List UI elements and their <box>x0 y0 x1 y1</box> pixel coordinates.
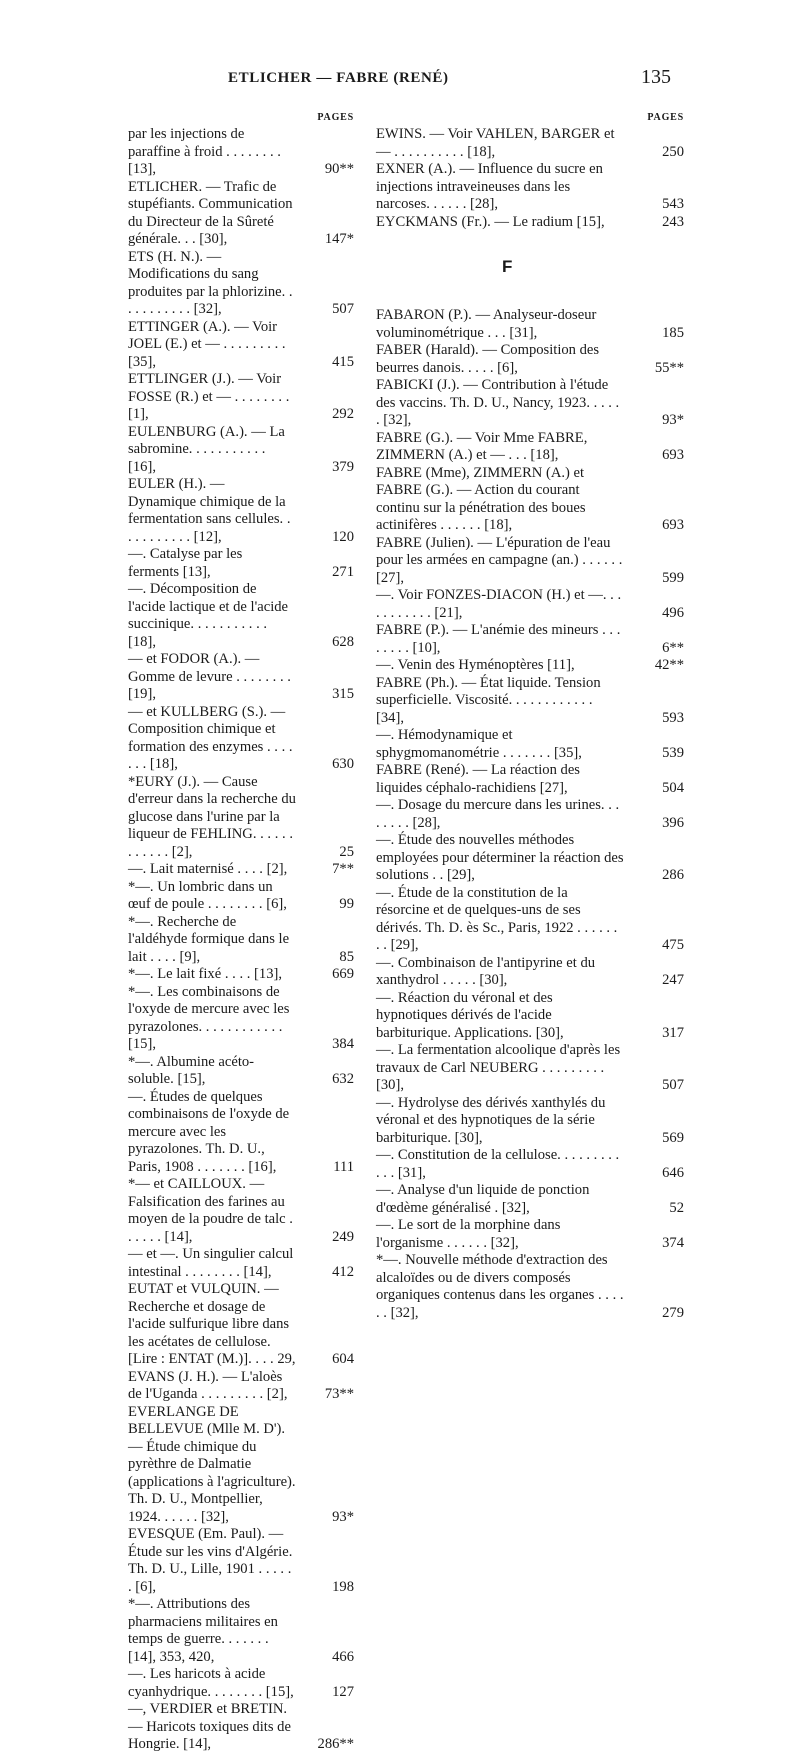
entry-page: 466 <box>332 1648 354 1665</box>
entry-page: 507 <box>332 301 354 317</box>
entry-page: 73** <box>324 1386 354 1402</box>
entry-text: —. Analyse d'un liquide de ponction d'œdème généralisé . [32], <box>376 1182 590 1216</box>
entry-page: 604 <box>332 1351 354 1367</box>
index-entry <box>128 546 354 581</box>
index-entry <box>128 984 354 1054</box>
entry-text: *—. Nouvelle méthode d'extraction des alcaloïdes ou de divers composés organiques contenus dans les organes . . . . . . [32], <box>376 1252 624 1321</box>
entry-page: 646 <box>662 1164 684 1181</box>
index-entry <box>376 622 684 657</box>
entry-page: 286** <box>317 1736 354 1752</box>
entry-text: —. Décomposition de l'acide lactique et de l'acide succinique. . . . . . . . . . . [18], <box>128 581 289 650</box>
entry-page: 412 <box>332 1263 354 1280</box>
entry-text: *EURY (J.). — Cause d'erreur dans la recherche du glucose dans l'urine par la liqueur de FEHLING. . . . . . . . . . . . [2], <box>128 773 296 860</box>
index-entry <box>376 1182 684 1217</box>
index-entry <box>128 1089 354 1177</box>
index-entry <box>376 587 684 622</box>
entry-page: 599 <box>662 569 684 586</box>
entry-text: —. Étude de la constitution de la résorcine et de quelques-uns de ses dérivés. Th. D. ès Sc., Paris, 1922 . . . . . . . . [29], <box>376 884 618 953</box>
index-entry <box>128 914 354 967</box>
entry-text: EYCKMANS (Fr.). — Le radium [15], <box>376 213 605 230</box>
entry-text: FABRE (Ph.). — État liquide. Tension superficielle. Viscosité. . . . . . . . . . . . [34], <box>376 674 601 726</box>
entry-text: *—. Recherche de l'aldéhyde formique dans le lait . . . . [9], <box>128 913 290 965</box>
index-entry <box>376 885 684 955</box>
entry-page: 147* <box>324 231 354 247</box>
entry-text: EVANS (J. H.). — L'aloès de l'Uganda . . . . . . . . . [2], <box>128 1368 288 1402</box>
entry-text: —. Les haricots à acide cyanhydrique. . . . . . . . [15], <box>128 1666 294 1700</box>
index-entry <box>376 307 684 342</box>
index-entry <box>376 955 684 990</box>
index-entry <box>128 179 354 249</box>
index-entry <box>128 249 354 319</box>
entry-page: 93* <box>662 412 684 428</box>
entry-page: 271 <box>332 563 354 580</box>
entry-page: 286 <box>662 867 684 883</box>
index-entry <box>128 861 354 879</box>
index-entry <box>376 832 684 885</box>
entry-page: 628 <box>332 633 354 650</box>
entry-text: EULER (H.). — Dynamique chimique de la fermentation sans cellules. . . . . . . . . . . [12], <box>128 476 291 545</box>
entry-page: 475 <box>662 937 684 953</box>
entry-text: FABRE (G.). — Voir Mme FABRE, ZIMMERN (A.) et — . . . [18], <box>376 429 588 463</box>
index-entry <box>376 1042 684 1095</box>
left-column <box>128 112 354 1754</box>
entry-text: ETLICHER. — Trafic de stupéfiants. Communication du Directeur de la Sûreté générale. . . [30], <box>128 178 293 247</box>
index-entry <box>376 342 684 377</box>
entry-text: FABRE (Mme), ZIMMERN (A.) et FABRE (G.). — Action du courant continu sur la pénétration des boues actinifères . . . . . . [18], <box>376 464 586 533</box>
index-entry <box>128 704 354 774</box>
index-entry <box>128 319 354 372</box>
entry-page: 279 <box>662 1304 684 1321</box>
entry-page: 292 <box>332 406 354 422</box>
entry-page: 632 <box>332 1071 354 1087</box>
entry-page: 42** <box>654 657 684 673</box>
entry-text: ETTINGER (A.). — Voir JOEL (E.) et — . . . . . . . . . [35], <box>128 318 286 370</box>
entry-text: ETS (H. N.). — Modifications du sang produites par la phlorizine. . . . . . . . . . . [32], <box>128 248 293 317</box>
index-entry <box>376 762 684 797</box>
entry-text: *—. Un lombric dans un œuf de poule . . . . . . . . [6], <box>128 878 287 912</box>
index-entry <box>128 774 354 862</box>
index-entry <box>128 126 354 179</box>
entry-text: —. Hydrolyse des dérivés xanthylés du véronal et des hypnotiques de la série barbiturique. [30], <box>376 1094 606 1146</box>
entry-text: *—. Albumine acéto-soluble. [15], <box>128 1053 255 1087</box>
entry-text: *—. Les combinaisons de l'oxyde de mercure avec les pyrazolones. . . . . . . . . . . . [15], <box>128 983 290 1052</box>
entry-text: —. Étude des nouvelles méthodes employées pour déterminer la réaction des solutions . . [29], <box>376 832 624 883</box>
index-entry <box>128 1246 354 1281</box>
entry-page: 243 <box>662 213 684 230</box>
entry-text: —. Venin des Hyménoptères [11], <box>376 657 575 673</box>
entry-text: *—. Attributions des pharmaciens militaires en temps de guerre. . . . . . . [14], 353, 420, <box>128 1596 278 1665</box>
entry-page: 543 <box>662 196 684 212</box>
entry-text: FABICKI (J.). — Contribution à l'étude des vaccins. Th. D. U., Nancy, 1923. . . . . . [32], <box>376 377 620 428</box>
entry-page: 384 <box>332 1036 354 1052</box>
index-entry <box>128 1176 354 1246</box>
entry-page: 25 <box>339 843 354 860</box>
index-entry <box>128 371 354 424</box>
entry-page: 198 <box>332 1578 354 1595</box>
entry-text: FABRE (Julien). — L'épuration de l'eau pour les armées en campagne (an.) . . . . . . [27], <box>376 534 623 586</box>
index-entry <box>128 424 354 477</box>
entry-text: FABARON (P.). — Analyseur-doseur voluminométrique . . . [31], <box>376 307 597 341</box>
entry-text: —. La fermentation alcoolique d'après les travaux de Carl NEUBERG . . . . . . . . . [30], <box>376 1042 621 1093</box>
entry-page: 415 <box>332 353 354 370</box>
entry-page: 374 <box>662 1234 684 1251</box>
index-entry <box>128 1526 354 1596</box>
entry-page: 630 <box>332 756 354 772</box>
index-entry <box>128 1369 354 1404</box>
entry-text: EVESQUE (Em. Paul). — Étude sur les vins d'Algérie. Th. D. U., Lille, 1901 . . . . . . [6], <box>128 1526 293 1595</box>
index-entry <box>128 1404 354 1527</box>
index-entry <box>376 1252 684 1322</box>
index-entry <box>376 727 684 762</box>
index-entry <box>376 430 684 465</box>
section-letter: F <box>502 257 513 276</box>
index-entry <box>376 1095 684 1148</box>
index-entry <box>128 1701 354 1754</box>
entry-page: 250 <box>662 143 684 160</box>
entry-page: 396 <box>662 814 684 831</box>
index-entry <box>128 651 354 704</box>
index-entry <box>128 581 354 651</box>
entry-page: 504 <box>662 779 684 796</box>
entry-page: 569 <box>662 1129 684 1146</box>
entry-page: 90** <box>324 161 354 177</box>
entry-page: 693 <box>662 447 684 463</box>
entry-text: EXNER (A.). — Influence du sucre en injections intraveineuses dans les narcoses. . . . . . [28], <box>376 161 603 212</box>
index-entry <box>376 657 684 675</box>
entry-text: —. Le sort de la morphine dans l'organisme . . . . . . [32], <box>376 1217 561 1251</box>
index-entry <box>128 1054 354 1089</box>
entry-text: *—. Le lait fixé . . . . [13], <box>128 966 283 982</box>
entry-text: FABRE (P.). — L'anémie des mineurs . . . . . . . . [10], <box>376 622 621 656</box>
index-entry <box>376 377 684 430</box>
entry-text: *— et CAILLOUX. — Falsification des farines au moyen de la poudre de talc . . . . . . [14], <box>128 1176 293 1245</box>
entry-text: par les injections de paraffine à froid . . . . . . . . [13], <box>128 126 281 177</box>
entry-page: 52 <box>669 1199 684 1216</box>
index-entry <box>376 1147 684 1182</box>
entry-page: 93* <box>332 1508 354 1525</box>
entry-page: 593 <box>662 709 684 726</box>
index-entry <box>376 161 684 214</box>
entry-text: —. Réaction du véronal et des hypnotiques dérivés de l'acide barbiturique. Applications. [30], <box>376 989 564 1041</box>
entry-page: 120 <box>332 528 354 545</box>
entry-text: EULENBURG (A.). — La sabromine. . . . . . . . . . . [16], <box>128 423 285 475</box>
entry-text: EWINS. — Voir VAHLEN, BARGER et — . . . . . . . . . . [18], <box>376 126 615 160</box>
running-title: ETLICHER — FABRE (RENÉ) <box>228 70 449 86</box>
entry-page: 185 <box>662 324 684 341</box>
entry-page: 85 <box>339 948 354 965</box>
entry-text: — et FODOR (A.). — Gomme de levure . . . . . . . . [19], <box>128 651 291 702</box>
entry-text: —. Voir FONZES-DIACON (H.) et —. . . . . . . . . . . [21], <box>376 587 622 621</box>
entry-text: —. Constitution de la cellulose. . . . . . . . . . . . [31], <box>376 1147 620 1181</box>
entry-text: —. Dosage du mercure dans les urines. . . . . . . . [28], <box>376 797 620 831</box>
entry-text: EVERLANGE DE BELLEVUE (Mlle M. D'). — Étude chimique du pyrèthre de Dalmatie (applications à l'agriculture). Th. D. U., Montpellier, 1924. . . . . . [32], <box>128 1403 296 1525</box>
pages-column-label: PAGES <box>317 112 354 123</box>
index-entry <box>128 1666 354 1701</box>
index-entry <box>376 990 684 1043</box>
index-entry <box>376 535 684 588</box>
page-number: 135 <box>641 66 671 88</box>
entry-page: 496 <box>662 604 684 621</box>
entry-page: 249 <box>332 1228 354 1245</box>
entry-page: 507 <box>662 1077 684 1093</box>
right-column <box>376 112 684 1322</box>
entry-page: 99 <box>339 896 354 912</box>
entry-page: 55** <box>654 359 684 376</box>
entry-text: FABRE (René). — La réaction des liquides céphalo-rachidiens [27], <box>376 762 580 796</box>
running-header <box>0 66 800 96</box>
index-entry <box>128 879 354 914</box>
entry-text: —. Combinaison de l'antipyrine et du xanthydrol . . . . . [30], <box>376 954 596 988</box>
entry-page: 315 <box>332 686 354 702</box>
entry-page: 317 <box>662 1024 684 1041</box>
index-entry <box>376 1217 684 1252</box>
entry-page: 693 <box>662 517 684 533</box>
entry-page: 379 <box>332 458 354 475</box>
entry-text: — et —. Un singulier calcul intestinal . . . . . . . . [14], <box>128 1246 294 1280</box>
index-entry <box>128 1596 354 1666</box>
entry-page: 127 <box>332 1683 354 1700</box>
entry-text: EUTAT et VULQUIN. — Recherche et dosage de l'acide sulfurique libre dans les acétates de cellulose. [Lire : ENTAT (M.)]. . . . 29, <box>128 1281 296 1367</box>
entry-text: — et KULLBERG (S.). — Composition chimique et formation des enzymes . . . . . . . [18], <box>128 703 293 772</box>
entry-page: 247 <box>662 972 684 988</box>
index-entry <box>376 465 684 535</box>
index-entry <box>128 966 354 984</box>
entry-text: —. Catalyse par les ferments [13], <box>128 546 243 580</box>
index-entry <box>376 675 684 728</box>
entry-page: 669 <box>332 966 354 982</box>
entry-text: —. Hémodynamique et sphygmomanométrie . . . . . . . [35], <box>376 727 582 761</box>
entry-page: 6** <box>662 639 684 656</box>
entry-page: 539 <box>662 744 684 761</box>
index-entry <box>376 126 684 161</box>
entry-text: —. Lait maternisé . . . . [2], <box>128 861 288 877</box>
entry-text: ETTLINGER (J.). — Voir FOSSE (R.) et — . . . . . . . . [1], <box>128 371 290 422</box>
index-entry <box>128 1281 354 1369</box>
entry-page: 111 <box>333 1158 354 1175</box>
entry-text: FABER (Harald). — Composition des beurres danois. . . . . [6], <box>376 342 600 376</box>
pages-column-label: PAGES <box>647 112 684 123</box>
index-entry <box>376 797 684 832</box>
index-entry <box>376 214 684 232</box>
entry-text: —, VERDIER et BRETIN. — Haricots toxiques dits de Hongrie. [14], <box>128 1701 291 1752</box>
entry-page: 7** <box>332 861 354 877</box>
entry-text: —. Études de quelques combinaisons de l'oxyde de mercure avec les pyrazolones. Th. D. U., Paris, 1908 . . . . . . . [16], <box>128 1088 290 1175</box>
index-entry <box>128 476 354 546</box>
